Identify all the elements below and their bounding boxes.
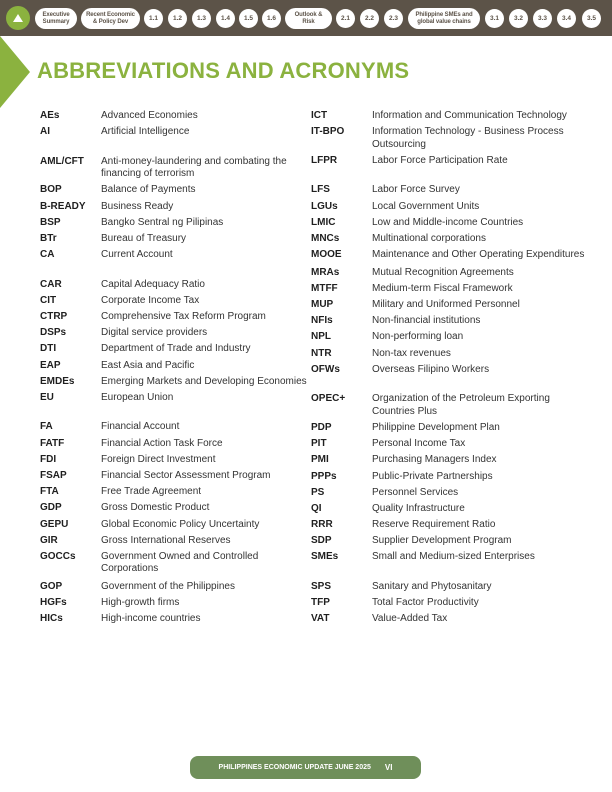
list-item	[311, 233, 586, 246]
list-item	[40, 279, 315, 292]
definition: Organization of the Petroleum Exporting Countries Plus	[372, 393, 550, 417]
definition: Information Technology - Business Process Outsourcing	[372, 126, 564, 150]
abbreviation: B-READY	[40, 200, 86, 212]
definition: Non-tax revenues	[372, 347, 451, 359]
list-item	[40, 376, 315, 389]
nav-section-2-1[interactable]: 2.1	[336, 9, 355, 28]
nav-section-3-2[interactable]: 3.2	[509, 9, 528, 28]
abbreviation: AI	[40, 126, 50, 138]
abbreviation: GDP	[40, 502, 62, 514]
definition: Labor Force Survey	[372, 184, 460, 196]
abbreviation: PPPs	[311, 470, 337, 482]
definition: Department of Trade and Industry	[101, 343, 251, 355]
definition: East Asia and Pacific	[101, 359, 195, 371]
abbreviation: VAT	[311, 613, 330, 625]
abbreviation: LFS	[311, 184, 330, 196]
list-item	[311, 487, 586, 500]
definition: Government Owned and Controlled Corporations	[101, 550, 259, 575]
list-item	[311, 551, 586, 564]
list-item	[40, 201, 315, 214]
abbreviation: NFIs	[311, 315, 333, 327]
definition: Reserve Requirement Ratio	[372, 519, 496, 531]
definition: Comprehensive Tax Reform Program	[101, 311, 266, 322]
list-item	[311, 299, 586, 312]
definition: Capital Adequacy Ratio	[101, 278, 205, 290]
definition: Financial Sector Assessment Program	[101, 470, 271, 481]
list-item	[311, 155, 586, 168]
list-item	[40, 110, 315, 123]
definition: Artificial Intelligence	[101, 126, 190, 138]
list-item	[40, 392, 315, 405]
nav-section-2-3[interactable]: 2.3	[384, 9, 403, 28]
definition: Sanitary and Phytosanitary	[372, 580, 492, 592]
list-item	[40, 454, 315, 467]
abbreviation: FSAP	[40, 470, 67, 481]
abbreviation: MUP	[311, 299, 334, 310]
list-item	[40, 295, 315, 308]
nav-section-3-4[interactable]: 3.4	[557, 9, 576, 28]
list-item	[40, 613, 315, 626]
definition: High-income countries	[101, 613, 201, 625]
list-item	[40, 502, 315, 515]
abbreviations-right-column	[311, 110, 586, 630]
list-item	[40, 421, 315, 434]
definition: European Union	[101, 391, 174, 403]
footer-title: PHILIPPINES ECONOMIC UPDATE JUNE 2025	[218, 764, 371, 771]
definition: Medium-term Fiscal Framework	[372, 282, 513, 294]
list-item	[40, 249, 315, 262]
abbreviation: HICs	[40, 613, 63, 625]
nav-section-2-2[interactable]: 2.2	[360, 9, 379, 28]
home-button[interactable]	[6, 6, 30, 30]
abbreviation: PMI	[311, 454, 329, 466]
definition: Philippine Development Plan	[372, 421, 500, 433]
definition: Personnel Services	[372, 486, 459, 498]
decorative-triangle	[0, 36, 30, 108]
nav-section-1-4[interactable]: 1.4	[216, 9, 235, 28]
page-title: ABBREVIATIONS AND ACRONYMS	[37, 58, 410, 83]
list-item	[311, 249, 586, 262]
nav-section-1-3[interactable]: 1.3	[192, 9, 211, 28]
nav-section-1-1[interactable]: 1.1	[144, 9, 163, 28]
abbreviation: MTFF	[311, 282, 338, 294]
list-item	[40, 343, 315, 356]
definition: Global Economic Policy Uncertainty	[101, 518, 260, 530]
abbreviation: PDP	[311, 421, 332, 433]
definition: Small and Medium-sized Enterprises	[372, 551, 535, 563]
abbreviation: GOP	[40, 580, 63, 592]
abbreviation: PIT	[311, 438, 327, 450]
list-item	[40, 486, 315, 499]
definition: Value-Added Tax	[372, 613, 448, 625]
list-item	[311, 217, 586, 230]
abbreviation: BOP	[40, 184, 62, 196]
definition: Business Ready	[101, 200, 174, 212]
list-item	[311, 422, 586, 435]
up-arrow-icon	[12, 13, 24, 23]
definition: Anti-money-laundering and combating the financing of terrorism	[101, 155, 287, 180]
definition: Foreign Direct Investment	[101, 453, 216, 465]
list-item	[40, 581, 315, 594]
abbreviation: OFWs	[311, 363, 340, 375]
abbreviation: PS	[311, 486, 325, 498]
list-item	[311, 438, 586, 451]
definition: Information and Communication Technology	[372, 110, 567, 121]
abbreviation: TFP	[311, 597, 330, 609]
abbreviations-left-column	[40, 110, 315, 630]
abbreviation: GIR	[40, 534, 58, 546]
nav-section-3-1[interactable]: 3.1	[485, 9, 504, 28]
abbreviation: DTI	[40, 343, 57, 355]
list-item	[311, 283, 586, 296]
list-item	[40, 360, 315, 373]
definition: Digital service providers	[101, 327, 208, 339]
definition: Low and Middle-income Countries	[372, 216, 524, 228]
nav-outlook-risk[interactable]: Outlook & Risk	[285, 8, 332, 29]
abbreviation: SMEs	[311, 551, 339, 563]
definition: Financial Action Task Force	[101, 437, 223, 449]
abbreviation: FA	[40, 421, 53, 433]
list-item	[40, 156, 315, 181]
definition: Balance of Payments	[101, 184, 196, 196]
definition: Overseas Filipino Workers	[372, 363, 490, 375]
list-item	[311, 315, 586, 328]
definition: Multinational corporations	[372, 232, 486, 244]
page-number: VI	[384, 763, 393, 772]
list-item	[311, 126, 586, 151]
definition: Current Account	[101, 249, 173, 261]
list-item	[40, 438, 315, 451]
abbreviation: QI	[311, 502, 322, 514]
definition: Bureau of Treasury	[101, 232, 187, 244]
abbreviation: FDI	[40, 453, 57, 465]
list-item	[311, 454, 586, 467]
definition: Public-Private Partnerships	[372, 470, 493, 482]
abbreviation: EMDEs	[40, 375, 75, 387]
list-item	[311, 535, 586, 548]
abbreviation: OPEC+	[311, 393, 346, 405]
definition: Labor Force Participation Rate	[372, 154, 508, 166]
nav-section-3-3[interactable]: 3.3	[533, 9, 552, 28]
list-item	[40, 311, 315, 324]
list-item	[311, 613, 586, 626]
abbreviation: NTR	[311, 347, 332, 359]
abbreviation: IT-BPO	[311, 126, 345, 138]
list-item	[311, 267, 586, 280]
list-item	[40, 597, 315, 610]
abbreviation: MOOE	[311, 249, 342, 261]
list-item	[311, 581, 586, 594]
abbreviation: LGUs	[311, 200, 338, 212]
definition: Emerging Markets and Developing Economies	[101, 375, 307, 387]
definition: Advanced Economies	[101, 110, 198, 121]
definition: Gross International Reserves	[101, 534, 231, 546]
abbreviation: NPL	[311, 331, 331, 343]
list-item	[40, 184, 315, 197]
definition: Financial Account	[101, 421, 180, 433]
definition: Mutual Recognition Agreements	[372, 266, 514, 278]
abbreviation: LFPR	[311, 154, 338, 166]
definition: Military and Uniformed Personnel	[372, 299, 520, 310]
abbreviation: FATF	[40, 437, 65, 449]
list-item	[311, 471, 586, 484]
list-item	[40, 233, 315, 246]
definition: Free Trade Agreement	[101, 486, 202, 498]
list-item	[40, 535, 315, 548]
list-item	[311, 519, 586, 532]
list-item	[311, 393, 586, 418]
list-item	[311, 110, 586, 123]
definition: Gross Domestic Product	[101, 502, 210, 514]
abbreviation: CTRP	[40, 311, 68, 322]
abbreviation: ICT	[311, 110, 328, 121]
definition: Maintenance and Other Operating Expenditures	[372, 249, 585, 261]
abbreviation: RRR	[311, 519, 333, 531]
abbreviation: GEPU	[40, 518, 69, 530]
definition: Non-financial institutions	[372, 315, 481, 327]
definition: Bangko Sentral ng Pilipinas	[101, 216, 224, 228]
abbreviation: CAR	[40, 278, 62, 290]
footer-badge	[190, 756, 421, 779]
abbreviation: BTr	[40, 232, 57, 244]
abbreviation: EAP	[40, 359, 61, 371]
list-item	[311, 364, 586, 377]
top-nav-bar	[0, 0, 612, 36]
definition: Non-performing loan	[372, 331, 464, 343]
abbreviation: AEs	[40, 110, 60, 121]
list-item	[311, 184, 586, 197]
abbreviation: LMIC	[311, 216, 336, 228]
list-item	[311, 348, 586, 361]
list-item	[40, 551, 315, 576]
nav-section-1-2[interactable]: 1.2	[168, 9, 187, 28]
list-item	[40, 217, 315, 230]
list-item	[40, 327, 315, 340]
abbreviation: AML/CFT	[40, 155, 84, 167]
definition: Supplier Development Program	[372, 535, 512, 547]
abbreviation: HGFs	[40, 597, 67, 609]
abbreviation: MRAs	[311, 266, 340, 278]
abbreviation: DSPs	[40, 327, 67, 339]
nav-section-1-5[interactable]: 1.5	[239, 9, 258, 28]
nav-philippine-smes[interactable]: Philippine SMEs and global value chains	[408, 8, 480, 29]
list-item	[311, 503, 586, 516]
list-item	[40, 470, 315, 483]
abbreviation: SDP	[311, 535, 332, 547]
abbreviation: CIT	[40, 294, 57, 306]
abbreviation: FTA	[40, 486, 59, 498]
definition: Personal Income Tax	[372, 438, 466, 450]
abbreviation: SPS	[311, 580, 332, 592]
definition: High-growth firms	[101, 597, 180, 609]
list-item	[311, 331, 586, 344]
nav-executive-summary[interactable]: Executive Summary	[35, 8, 77, 29]
list-item	[311, 597, 586, 610]
abbreviation: MNCs	[311, 232, 340, 244]
definition: Purchasing Managers Index	[372, 454, 497, 466]
nav-section-1-6[interactable]: 1.6	[262, 9, 281, 28]
list-item	[40, 519, 315, 532]
abbreviation: GOCCs	[40, 550, 76, 562]
list-item	[40, 126, 315, 139]
definition: Corporate Income Tax	[101, 294, 200, 306]
list-item	[311, 201, 586, 214]
definition: Government of the Philippines	[101, 580, 235, 592]
abbreviation: EU	[40, 391, 54, 403]
definition: Local Government Units	[372, 200, 480, 212]
nav-recent-economic-policy[interactable]: Recent Economic & Policy Dev	[81, 8, 140, 29]
nav-section-3-5[interactable]: 3.5	[582, 9, 601, 28]
abbreviation: BSP	[40, 216, 61, 228]
definition: Total Factor Productivity	[372, 597, 479, 609]
abbreviation: CA	[40, 249, 55, 261]
definition: Quality Infrastructure	[372, 502, 465, 514]
